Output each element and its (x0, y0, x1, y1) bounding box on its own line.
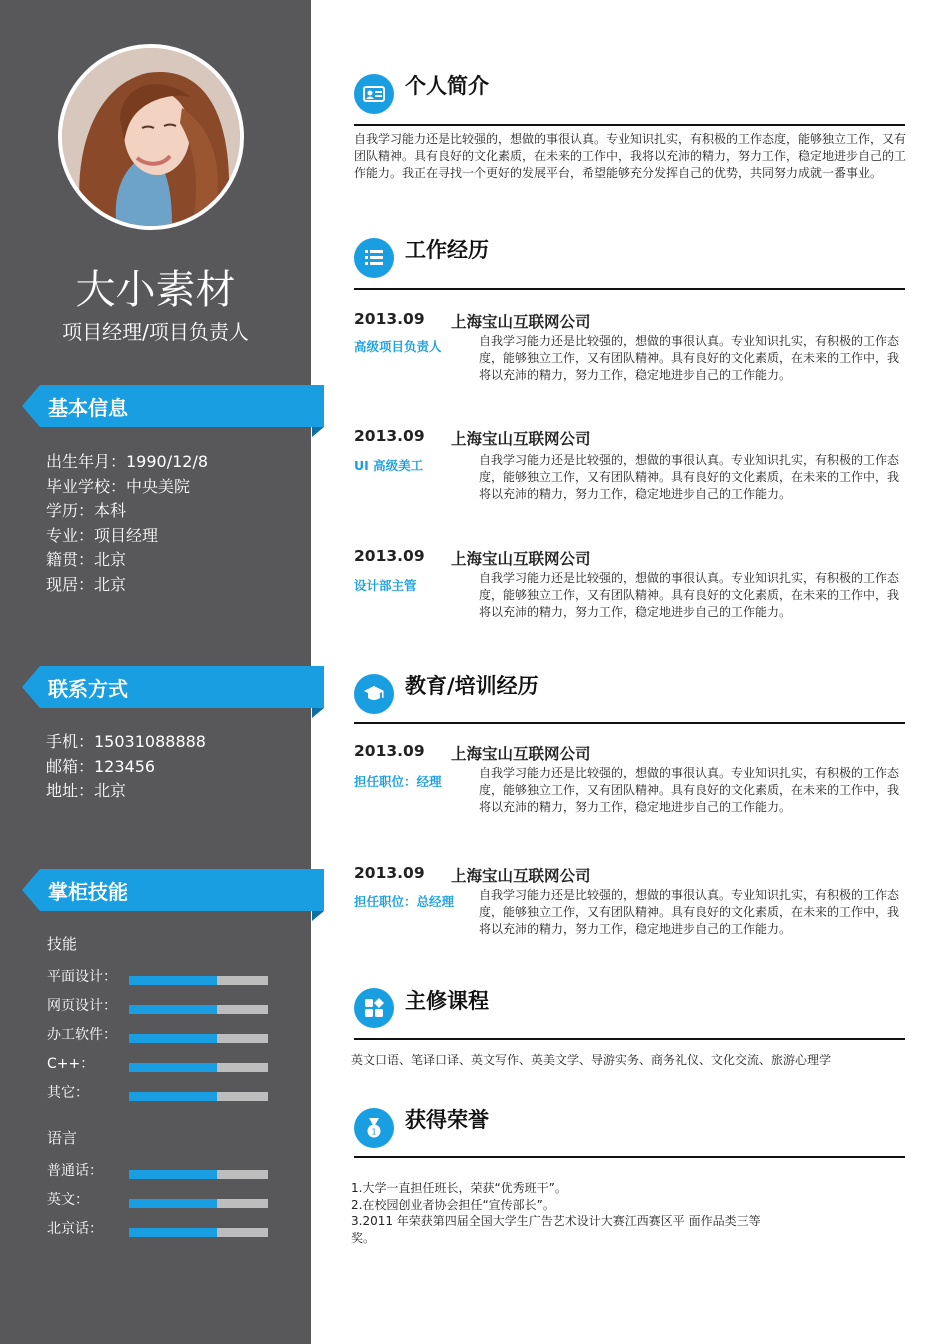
intro-text: 自我学习能力还是比较强的，想做的事很认真。专业知识扎实，有积极的工作态度，能够独立工作，又有团队精神。具有良好的文化素质，在未来的工作中，我将以充沛的精力，努力工作，稳定地进步自己的工作能力。我正在寻找一个更好的发展平台，希望能够充分发挥自己的优势，共同努力成就一番事业。 (354, 132, 907, 180)
honor-item: 2.在校园创业者协会担任“宣传部长”。 (351, 1197, 555, 1212)
work-heading: 工作经历 (405, 238, 489, 262)
skill-level-fill (129, 1063, 217, 1072)
skill-label: C++： (47, 1056, 95, 1072)
contact-list (46, 730, 206, 804)
intro-heading: 个人简介 (405, 74, 489, 98)
language-level-bar (129, 1228, 268, 1237)
language-label: 北京话： (47, 1221, 103, 1237)
skill-row (47, 1024, 277, 1046)
profile-name: 大小素材 (75, 267, 236, 313)
skill-level-bar (129, 976, 268, 985)
skill-label: 其它： (47, 1085, 89, 1101)
list-icon (354, 238, 394, 278)
info-item: 现居：北京 (46, 574, 127, 594)
basic-info-heading: 基本信息 (48, 396, 128, 420)
entry-description: 自我学习能力还是比较强的，想做的事很认真。专业知识扎实，有积极的工作态度，能够独立工作，又有团队精神。具有良好的文化素质，在未来的工作中，我将以充沛的精力，努力工作，稳定地进步自己的工作能力。 (479, 571, 900, 619)
profile-title: 项目经理/项目负责人 (62, 320, 249, 344)
divider (354, 722, 905, 724)
skill-row (47, 1053, 277, 1075)
entry-role: 设计部主管 (354, 578, 417, 593)
skill-row (47, 966, 277, 988)
skill-label: 网页设计： (47, 998, 117, 1014)
entry-date: 2013.09 (354, 427, 425, 445)
education-heading: 教育/培训经历 (405, 674, 539, 698)
medal-icon (354, 1108, 394, 1148)
language-row (47, 1160, 277, 1182)
skills-ribbon (22, 869, 324, 911)
basic-info-list (46, 450, 208, 597)
language-label: 普通话： (47, 1163, 103, 1179)
language-row (47, 1218, 277, 1240)
entry-company: 上海宝山互联网公司 (451, 430, 591, 448)
svg-text:1: 1 (371, 1127, 377, 1137)
language-label: 语言 (47, 1129, 78, 1147)
grid-icon (354, 988, 394, 1028)
contact-item: 邮箱：123456 (46, 756, 156, 776)
info-item: 毕业学校：中央美院 (46, 476, 191, 496)
courses-heading: 主修课程 (405, 989, 489, 1013)
avatar (58, 44, 244, 230)
skill-row (47, 995, 277, 1017)
contact-heading: 联系方式 (48, 677, 128, 701)
divider (354, 124, 905, 126)
language-level-bar (129, 1170, 268, 1179)
info-item: 籍贯：北京 (46, 550, 127, 569)
honor-item: 3.2011 年荣获第四届全国大学生广告艺术设计大赛江西赛区平 面作品类三等奖。 (351, 1214, 761, 1245)
entry-role: 担任职位：经理 (354, 774, 442, 789)
info-item: 学历：本科 (46, 501, 127, 520)
entry-company: 上海宝山互联网公司 (451, 550, 591, 568)
language-level-bar (129, 1199, 268, 1208)
skill-level-bar (129, 1005, 268, 1014)
honors-heading: 获得荣誉 (405, 1108, 489, 1132)
skill-level-bar (129, 1063, 268, 1072)
entry-description: 自我学习能力还是比较强的，想做的事很认真。专业知识扎实，有积极的工作态度，能够独立工作，又有团队精神。具有良好的文化素质，在未来的工作中，我将以充沛的精力，努力工作，稳定地进步自己的工作能力。 (479, 888, 900, 936)
contact-item: 手机：15031088888 (46, 732, 206, 751)
graduation-cap-icon (354, 674, 394, 714)
skill-level-fill (129, 1005, 217, 1014)
language-label: 英文： (47, 1192, 89, 1208)
skill-label: 办工软件： (47, 1027, 117, 1043)
entry-role: UI 高级美工 (354, 458, 424, 473)
info-item: 专业：项目经理 (46, 525, 159, 545)
skill-row (47, 1082, 277, 1104)
language-level-fill (129, 1199, 217, 1208)
courses-text: 英文口语、笔译口译、英文写作、英美文学、导游实务、商务礼仪、文化交流、旅游心理学 (351, 1053, 832, 1067)
skill-level-fill (129, 1092, 217, 1101)
skills-heading: 掌柜技能 (48, 880, 128, 904)
skill-level-fill (129, 1034, 217, 1043)
language-row (47, 1189, 277, 1211)
entry-date: 2013.09 (354, 547, 425, 565)
sidebar (0, 0, 311, 1344)
skill-level-bar (129, 1034, 268, 1043)
entry-company: 上海宝山互联网公司 (451, 745, 591, 763)
divider (354, 1156, 905, 1158)
contact-ribbon (22, 666, 324, 708)
entry-date: 2013.09 (354, 864, 425, 882)
entry-description: 自我学习能力还是比较强的，想做的事很认真。专业知识扎实，有积极的工作态度，能够独立工作，又有团队精神。具有良好的文化素质，在未来的工作中，我将以充沛的精力，努力工作，稳定地进步自己的工作能力。 (479, 334, 900, 382)
id-card-icon (354, 74, 394, 114)
divider (354, 288, 905, 290)
entry-company: 上海宝山互联网公司 (451, 867, 591, 885)
language-level-fill (129, 1170, 217, 1179)
info-item: 出生年月：1990/12/8 (46, 452, 209, 471)
skill-level-fill (129, 976, 217, 985)
entry-description: 自我学习能力还是比较强的，想做的事很认真。专业知识扎实，有积极的工作态度，能够独立工作，又有团队精神。具有良好的文化素质，在未来的工作中，我将以充沛的精力，努力工作，稳定地进步自己的工作能力。 (479, 766, 900, 814)
divider (354, 1038, 905, 1040)
skill-label: 平面设计： (47, 969, 117, 985)
basic-info-ribbon (22, 385, 324, 427)
contact-item: 地址：北京 (46, 781, 127, 800)
entry-description: 自我学习能力还是比较强的，想做的事很认真。专业知识扎实，有积极的工作态度，能够独立工作，又有团队精神。具有良好的文化素质，在未来的工作中，我将以充沛的精力，努力工作，稳定地进步自己的工作能力。 (479, 453, 900, 501)
skill-level-bar (129, 1092, 268, 1101)
honor-item: 1.大学一直担任班长，荣获“优秀班干”。 (351, 1181, 567, 1195)
honors-list (351, 1180, 781, 1246)
entry-company: 上海宝山互联网公司 (451, 313, 591, 331)
entry-date: 2013.09 (354, 742, 425, 760)
entry-role: 担任职位：总经理 (354, 894, 455, 909)
skills-label: 技能 (47, 935, 78, 953)
language-level-fill (129, 1228, 217, 1237)
entry-date: 2013.09 (354, 310, 425, 328)
entry-role: 高级项目负责人 (354, 339, 442, 354)
